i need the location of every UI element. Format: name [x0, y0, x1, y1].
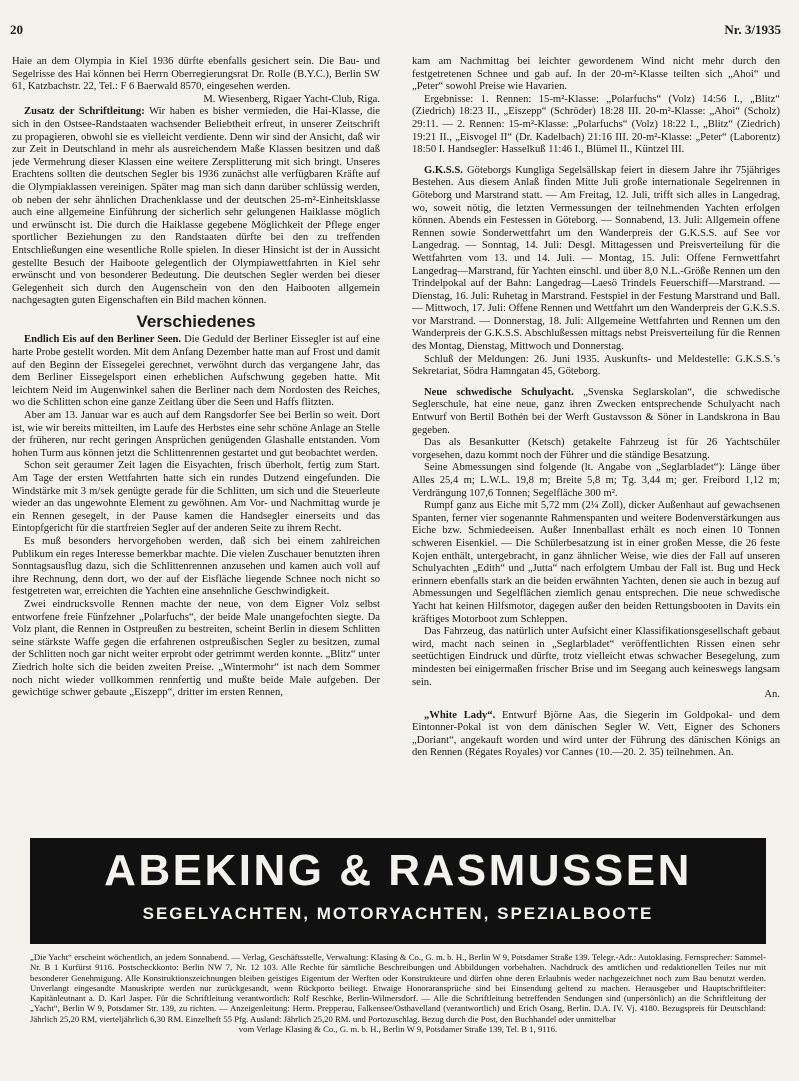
article-paragraph: [412, 626, 780, 689]
issue-number: Nr. 3/1935: [724, 22, 781, 37]
paragraph-text: Aber am 13. Januar war es auch auf dem Rangsdorfer See bei Berlin so weit. Dort ist, wie wir bereits mitteilten, im Laufe des Herbstes eine sehr schöne Anlage an Stelle der früheren, nur recht geringen Ansprüchen genügenden Glashalle entstanden. Vom hohen Turm aus können jetzt die Schlittenrennen gestartet und gut beobachtet werden.: [12, 410, 380, 459]
article-paragraph: [412, 354, 780, 379]
paragraph-text: An.: [764, 689, 780, 701]
paragraph-gap: [412, 702, 780, 710]
paragraph-text: Es muß besonders hervorgehoben werden, daß sich bei einem zahlreichen Publikum ein reges Interesse bemerkbar machte. Die vielen Zuschauer benutzten ihren Sonntagsausflug dazu, sich die Schlittenrennen anzusehen und kamen auch voll auf ihre Rechnung, denn dort, wo der auf der Eisfläche liegende Schnee noch nicht so festgetreten war, erreichten die Yachten eine ansehnliche Geschwindigkeit.: [12, 535, 380, 598]
paragraph-lead: „White Lady“.: [424, 709, 496, 721]
article-paragraph: [412, 94, 780, 157]
article-paragraph: [12, 106, 380, 308]
article-paragraph: [412, 437, 780, 462]
article-paragraph: [412, 500, 780, 626]
left-column: [12, 56, 380, 826]
paragraph-lead: G.K.S.S.: [424, 164, 463, 176]
article-paragraph: [12, 410, 380, 460]
ad-brand: ABEKING & RASMUSSEN: [104, 846, 692, 895]
paragraph-text: M. Wiesenberg, Rigaer Yacht-Club, Riga.: [203, 93, 380, 105]
paragraph-text: „Svenska Seglarskolan“, die schwedische Seglerschule, hat eine neue, ganz ihren Zwecken entsprechende Schulyacht nach Entwurf von Bertil Bothén bei der Werft Gustavsson & Söner in Landskrona in Bau gegeben.: [412, 386, 780, 436]
imprint-address: vom Verlage Klasing & Co., G. m. b. H., Berlin W 9, Potsdamer Straße 139, Tel. B 1, 9116.: [238, 1024, 558, 1035]
paragraph-lead: Neue schwedische Schulyacht.: [424, 386, 574, 398]
paragraph-gap: [412, 157, 780, 165]
article-paragraph: [412, 689, 780, 702]
paragraph-gap: [412, 379, 780, 387]
paragraph-text: Schluß der Meldungen: 26. Juni 1935. Auskunfts- und Meldestelle: G.K.S.S.’s Sekretariat, Södra Hamngatan 45, Göteborg.: [412, 353, 780, 378]
imprint: [30, 952, 766, 1034]
page-number: 20: [10, 22, 23, 37]
article-paragraph: [12, 56, 380, 94]
paragraph-text: Die Geduld der Berliner Eissegler ist auf eine harte Probe gestellt worden. Mit dem Anfang Dezember hatte man auf Frost und damit auf den Beginn der Eissegelei gerechnet, verwöhnt durch das vergangene Jahr, das dem Berliner Eissegelsport einen erheblichen Aufschwung gegeben hatte. Mit leichtem Neid im Augenwinkel sahen die Berliner nach dem Nordosten des Reiches, wo die Schlitten schon eine ganze Zeitlang über die Seen und Haffs flitzten.: [12, 334, 380, 409]
paragraph-text: Haie an dem Olympia in Kiel 1936 dürfte ebenfalls gesichert sein. Die Bau- und Segelrisse des Hai können bei Herrn Oberregierungsrat Dr. Rolle (B.Y.C.), Berlin SW 61, Katzbachstr. 22, Tel.: F 6 Baerwald 8570, eingesehen werden.: [12, 56, 380, 93]
right-column: [412, 56, 780, 826]
article-paragraph: [12, 460, 380, 536]
paragraph-text: Das Fahrzeug, das natürlich unter Aufsicht einer Klassifikationsgesellschaft gebaut wird, macht nach seinen in „Seglarbladet“ veröffentlichten Rissen einen sehr seetüchtigen Eindruck und dürfte, trotz vielleicht etwas schwacher Besegelung, zum mindesten bei einigermaßen frischer Brise und im Seegang auch keineswegs langsam sein.: [412, 626, 780, 688]
article-paragraph: [412, 710, 780, 760]
article-paragraph: [12, 536, 380, 599]
paragraph-text: Entwurf Björne Aas, die Siegerin im Goldpokal- und dem Eintonner-Pokal ist von dem dänischen Segler W. Vett, Eigner des Schoners „Doriant“, angekauft worden und wird unter der Führung des dänischen Königs an den Rennen (Régates Royales) vor Cannes (10.—20. 2. 35) teilnehmen. An.: [412, 709, 780, 759]
article-paragraph: [412, 56, 780, 94]
paragraph-text: Schon seit geraumer Zeit lagen die Eisyachten, frisch überholt, fertig zum Start. Am Tage der ersten Wettfahrten hatte sich ein rundes Dutzend eingefunden. Die Windstärke mit 3 m/sek genügte gerade für die Schlitten, um sich und die Steuerleute wieder an das ungewohnte Element zu gewöhnen. Am Vor- und Nachmittag wurde je ein Rennen gesegelt, in der Pause kamen die Handsegler einerseits und das Eintopfgericht für die startfreien Segler auf der anderen Seite zu ihrem Recht.: [12, 460, 380, 535]
paragraph-text: Wir haben es bisher vermieden, die Hai-Klasse, die sich in den Ostsee-Randstaaten wachsender Beliebtheit erfreut, in unserer Zeitschrift zu propagieren, obwohl sie es vielleicht verdiente. Denn wir sind der Ansicht, daß wir zur Zeit in Deutschland in mehr als ausreichendem Maße Klassen besitzen und daß jede Vermehrung dieser Klassen eine weitere Zersplitterung mit sich bringt. Unseres Erachtens sollten die deutschen Segler bis 1936 zunächst alle verfügbaren Kräfte auf die Olympiaklassen vereinigen. Später mag man sich dann darüber schlüssig werden, ob neben der sehr ähnlichen Drachenklasse und der deutschen 25-m²-Einheitsklasse auch eine allgemeine Einführung der sicherlich sehr gelungenen Haiklasse möglich und erwünscht ist. Die durch die Haiklasse gegebene Möglichkeit der Pflege enger sportlicher Beziehungen zu den Randstaaten dürfte bei den zu treffenden Entschließungen eine wesentliche Rolle spielen. In dieser Hinsicht ist der in Aussicht gestellte Besuch der Haiboote gelegentlich der Olympiawettfahrten in Kiel sehr erwünscht und von besonderer Bedeutung. Die deutschen Segler werden bei dieser Gelegenheit sich durch den Augenschein von den den Haibooten allgemein nachgesagten guten Eigenschaften ein Bild machen können.: [12, 106, 380, 307]
article-paragraph: [412, 462, 780, 500]
paragraph-lead: Zusatz der Schriftleitung:: [24, 106, 145, 118]
page-header: [10, 22, 781, 40]
article-paragraph: [12, 94, 380, 107]
imprint-text: „Die Yacht“ erscheint wöchentlich, an jedem Sonnabend. — Verlag, Geschäftsstelle, Verwaltung: Klasing & Co., G. m. b. H., Berlin W 9, Potsdamer Straße 139. Telegr.-Adr.: Autoklasing. Fernsprecher: Sammel-Nr. B 1 Kurfürst 9116. Postscheckkonto: Berlin NW 7, Nr. 12 103. Alle Rechte für sämtliche Beschreibungen und Abbildungen vorbehalten. Nachdruck des amtlichen und redaktionellen Teiles nur mit besonderer Genehmigung. Alle Konstruktionszeichnungen bleiben geistiges Eigentum der Werften oder Konstrukteure und dürfen ohne deren Erlaubnis weder nachgezeichnet noch zum Bau benutzt werden. Unverlangt eingesandte Manuskripte werden nur zurückgesandt, wenn Rückporto beiliegt. Etwaige Honoraransprüche sind bei Einsendung geltend zu machen. Herausgeber und Hauptschriftleiter: Kapitänleutnant a. D. Karl Jasper. Für die Schriftleitung verantwortlich: Rolf Reschke, Berlin-Wilmersdorf. — Alle die Schriftleitung betreffenden Sendungen sind (unpersönlich) an die Schriftleitung der „Yacht“, Berlin W 9, Potsdamer Str. 139, zu richten. — Anzeigenleitung: Herm. Prepperau, Falkensee/Osthavelland (verantwortlich) und Erich Osang, Berlin. D.A. IV. Vj. 4180. Bezugspreis für Deutschland: Jährlich 25,20 RM, vierteljährlich 6,30 RM. Einzelheft 55 Pfg. Ausland: Jährlich 25,20 RM. und Portozuschlag. Bezug durch die Post, den Buchhandel oder unmittelbar: [30, 952, 766, 1024]
paragraph-text: Das als Besankutter (Ketsch) getakelte Fahrzeug ist für 26 Yachtschüler vorgesehen, dazu kommt noch der Führer und die ständige Besatzung.: [412, 437, 780, 461]
paragraph-text: kam am Nachmittag bei leichter gewordenem Wind nicht mehr durch den festgetretenen Schnee und gab auf. In der 20-m²-Klasse teilten sich „Ahoi“ und „Peter“ sowohl Preise wie Havarien.: [412, 56, 780, 93]
abeking-rasmussen-advertisement: [30, 838, 766, 944]
paragraph-text: Seine Abmessungen sind folgende (lt. Angabe von „Seglarbladet“): Länge über Alles 25,4 m; L.W.L. 19,8 m; Breite 5,8 m; Tg. 3,44 m; ger. Freibord 1,12 m; Verdrängung 107,6 Tonnen; Segelfläche 300 m².: [412, 462, 780, 499]
article-paragraph: [412, 387, 780, 437]
paragraph-text: Rumpf ganz aus Eiche mit 5,72 mm (2¼ Zoll), dicker Außenhaut auf gewachsenen Spanten, ferner vier sogenannte Rahmenspanten und weitere Bodenverstärkungen aus Eiche bzw. Schmiedeeisen. Außer Innenballast erhält es noch einen 10 Tonnen schweren Eisenkiel. — Die Schülerbesatzung ist in einer großen Messe, die 26 feste Kojen enthält, untergebracht, in ganz ähnlicher Weise, wie dies der Fall auf unseren Schulyachten „Edith“ und „Jutta“ nach erfolgtem Umbau der Fall ist. Bug und Heck erinnern ebenfalls stark an die beiden erwähnten Yachten, denen sie auch in bezug auf Abmessungen und Segelflächen ziemlich genau entsprechen. Die neue schwedische Yacht hat keinen Hilfsmotor, dagegen außer den beiden Rettungsbooten in Davits ein kräftiges Motorboot zum Schleppen.: [412, 500, 780, 625]
article-paragraph: [412, 165, 780, 354]
section-heading: Verschiedenes: [136, 311, 256, 331]
article-paragraph: [12, 599, 380, 700]
article-paragraph: [12, 334, 380, 410]
ad-tagline: SEGELYACHTEN, MOTORYACHTEN, SPEZIALBOOTE: [142, 904, 654, 923]
paragraph-text: Göteborgs Kungliga Segelsällskap feiert in diesem Jahre ihr 75jähriges Bestehen. Aus diesem Anlaß finden Mitte Juli große internationale Segelrennen in Göteborg und Marstrand statt. — Am Freitag, 12. Juli, trifft sich alles in Langedrag, wo, soweit nötig, die letzten Vermessungen der teilnehmenden Yachten erfolgen können. Abends ein Festessen in Göteborg. — Sonnabend, 13. Juli: Allgemein offene Rennen sowie Sonderwettfahrt um den Wanderpreis der G.K.S.S. auf See vor Langedrag. — Sonntag, 14. Juli: Desgl. Mittagessen und Preisverteilung für die Wettfahrten vom 13. und 14. Juli. — Montag, 15. Juli: Offene Fernwettfahrt Langedrag—Marstrand, für Yachten einschl. und über 8,0 N.L.-Größe Rennen um den Trindelpokal auf der Bahn: Langedrag—Laesö Trindels Feuerschiff—Marstrand. — Dienstag, 16. Juli: Ruhetag in Marstrand. Festspiel in der Festung Marstrand und Ball. — Mittwoch, 17. Juli: Offene Rennen und Wettfahrt um den Wanderpreis der G.K.S.S. vor Marstrand. — Donnerstag, 18. Juli: Allgemeine Wettfahrten und Rennen um den Wanderpreis der G.K.S.S. Abschlußessen mittags nebst Preisverteilung für die Rennen des Montag, Dienstag, Mittwoch und Donnerstag.: [412, 164, 780, 353]
paragraph-lead: Endlich Eis auf den Berliner Seen.: [24, 334, 182, 346]
paragraph-text: Ergebnisse: 1. Rennen: 15-m²-Klasse: „Polarfuchs“ (Volz) 14:56 I., „Blitz“ (Ziedrich) 18:23 II., „Eiszepp“ (Schröder) 18:28 III. 20-m²-Klasse: „Ahoi“ (Scholz) 29:11. — 2. Rennen: 15-m²-Klasse: „Polarfuchs“ (Volz) 18:22 I., „Blitz“ (Ziedrich) 19:21 II., „Eisvogel II“ (Dr. Kadelbach) 21:16 III. 20-m²-Klasse: „Peter“ (Laborentz) 18:50 I. Handsegler: Hasselkuß 11:46 I., Blümel II., Küntzel III.: [412, 93, 780, 156]
paragraph-text: Zwei eindrucksvolle Rennen machte der neue, von dem Eigner Volz selbst entworfene freie Fünfzehner „Polarfuchs“, der beide Male unangefochten siegte. Da Volz plant, die Rennen in Ostpreußen zu bestreiten, scheint Berlin in diesem Schlitten seine stärkste Waffe gegen die erfahrenen ostpreußischen Segler zu besitzen, zumal der Schlitten noch gar nicht weiter erprobt oder getrimmt werden konnte. „Blitz“ unter Ziedrich holte sich die beiden zweiten Preise. „Wintermohr“ ist nach dem Sommer noch nicht wieder vollkommen rennfertig und mußte beide Male aufgeben. Der gewichtige schwer gebaute „Eiszepp“, dritter im ersten Rennen,: [12, 598, 380, 699]
